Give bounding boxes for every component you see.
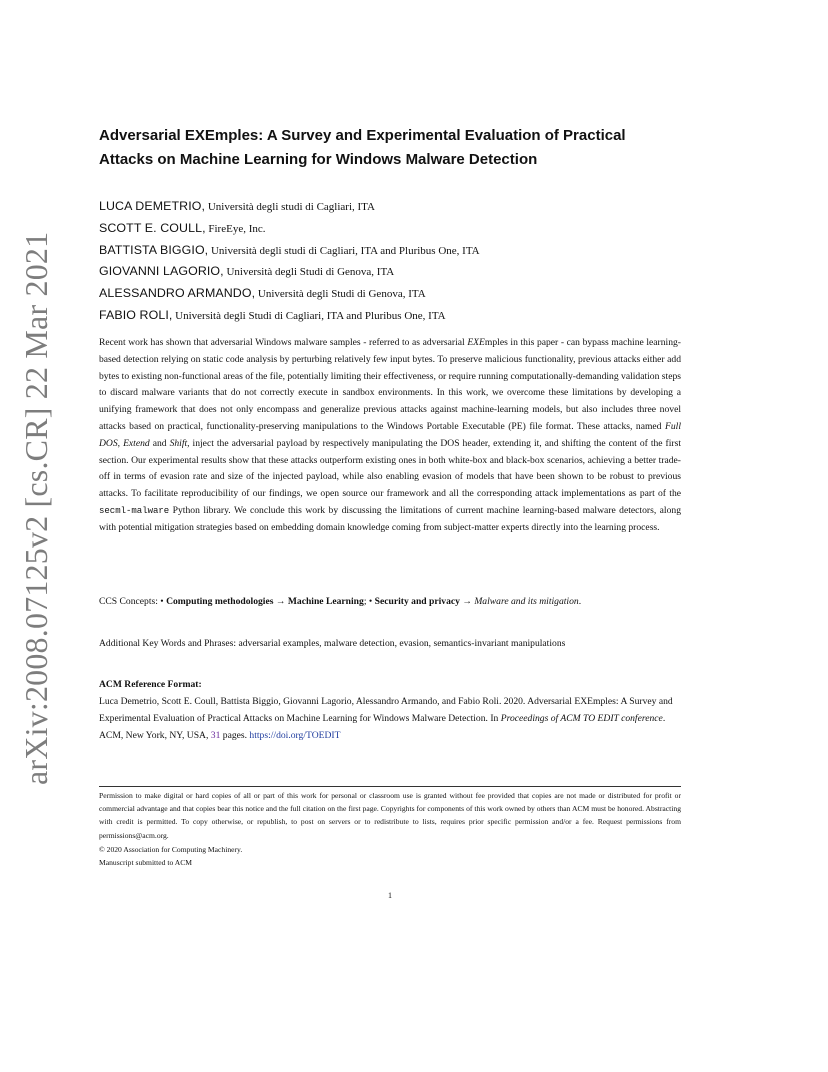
author-affiliation: Università degli Studi di Cagliari, ITA and Pluribus One, ITA: [175, 309, 446, 322]
copyright-line: © 2020 Association for Computing Machinery.: [99, 845, 243, 854]
ccs-concepts: CCS Concepts: • Computing methodologies → Machine Learning; • Security and privacy → Malware and its mitigation.: [99, 596, 582, 607]
author-name: ALESSANDRO ARMANDO,: [99, 286, 256, 301]
code-library-name: secml-malware: [99, 505, 170, 516]
author-entry: [99, 196, 480, 218]
arxiv-identifier-stamp: arXiv:2008.07125v2 [cs.CR] 22 Mar 2021: [18, 231, 54, 785]
doi-link[interactable]: https://doi.org/TOEDIT: [249, 729, 341, 741]
reference-format-heading: ACM Reference Format:: [99, 679, 202, 690]
author-name: BATTISTA BIGGIO,: [99, 242, 209, 257]
author-name: FABIO ROLI,: [99, 307, 173, 322]
page-count-link[interactable]: 31: [210, 729, 221, 741]
author-affiliation: Università degli Studi di Genova, ITA: [226, 266, 395, 279]
author-list: [99, 196, 480, 327]
author-name: SCOTT E. COULL,: [99, 220, 206, 235]
author-name: LUCA DEMETRIO,: [99, 199, 206, 213]
manuscript-line: Manuscript submitted to ACM: [99, 858, 193, 867]
paper-title: [99, 124, 719, 172]
title-line-1: Adversarial EXEmples: A Survey and Experimental Evaluation of Practical: [99, 127, 626, 144]
author-affiliation: Università degli studi di Cagliari, ITA and Pluribus One, ITA: [210, 244, 480, 257]
author-affiliation: FireEye, Inc.: [208, 222, 266, 235]
reference-format-text: Luca Demetrio, Scott E. Coull, Battista Biggio, Giovanni Lagorio, Alessandro Armando, and Fabio Roli. 2020. Adversarial EXEmples: A Survey and Experimental Evaluation of Practical Attacks on Machine Learning for Windows Malware Detection. In Proceedings of ACM TO EDIT conference. ACM, New York, NY, USA, 31 pages. https://doi.org/TOEDIT: [99, 696, 673, 741]
author-entry: [99, 261, 480, 283]
additional-keywords: Additional Key Words and Phrases: adversarial examples, malware detection, evasion, semantics-invariant manipulations: [99, 638, 566, 649]
author-entry: [99, 283, 480, 305]
author-entry: [99, 240, 480, 262]
author-entry: [99, 218, 480, 240]
title-line-2: Attacks on Machine Learning for Windows Malware Detection: [99, 151, 538, 168]
footnote-divider: [99, 786, 681, 787]
author-affiliation: Università degli studi di Cagliari, ITA: [207, 201, 375, 213]
author-entry: [99, 305, 480, 327]
abstract: Recent work has shown that adversarial Windows malware samples - referred to as adversarial EXEmples in this paper - can bypass machine learning-based detection relying on static code analysis by perturbing relatively few input bytes. To preserve malicious functionality, previous attacks either add bytes to existing non-functional areas of the file, potentially limiting their effectiveness, or require running computationally-demanding validation steps to discard malware variants that do not correctly execute in sandbox environments. In this work, we overcome these limitations by developing a unifying framework that does not only encompass and generalize previous attacks against machine-learning models, but also includes three novel attacks based on practical, functionality-preserving manipulations to the Windows Portable Executable (PE) file format. These attacks, named Full DOS, Extend and Shift, inject the adversarial payload by respectively manipulating the DOS header, extending it, and shifting the content of the first section. Our experimental results show that these attacks outperform existing ones in both white-box and black-box scenarios, achieving a better trade-off in terms of evasion rate and size of the injected payload, while also enabling evasion of models that have been shown to be robust to previous attacks. To facilitate reproducibility of our findings, we open source our framework and all the corresponding attack implementations as part of the secml-malware Python library. We conclude this work by discussing the limitations of current machine learning-based malware detectors, along with potential mitigation strategies based on embedding domain knowledge coming from subject-matter experts directly into the learning process.: [99, 337, 682, 533]
author-affiliation: Università degli Studi di Genova, ITA: [257, 288, 426, 301]
author-name: GIOVANNI LAGORIO,: [99, 264, 224, 279]
permission-notice: Permission to make digital or hard copies of all or part of this work for personal or classroom use is granted without fee provided that copies are not made or distributed for profit or commercial advantage and that copies bear this notice and the full citation on the first page. Copyrights for components of this work owned by others than ACM must be honored. Abstracting with credit is permitted. To copy otherwise, or republish, to post on servers or to redistribute to lists, requires prior specific permission and/or a fee. Request permissions from permissions@acm.org.: [99, 791, 681, 840]
page-number: 1: [388, 891, 392, 900]
